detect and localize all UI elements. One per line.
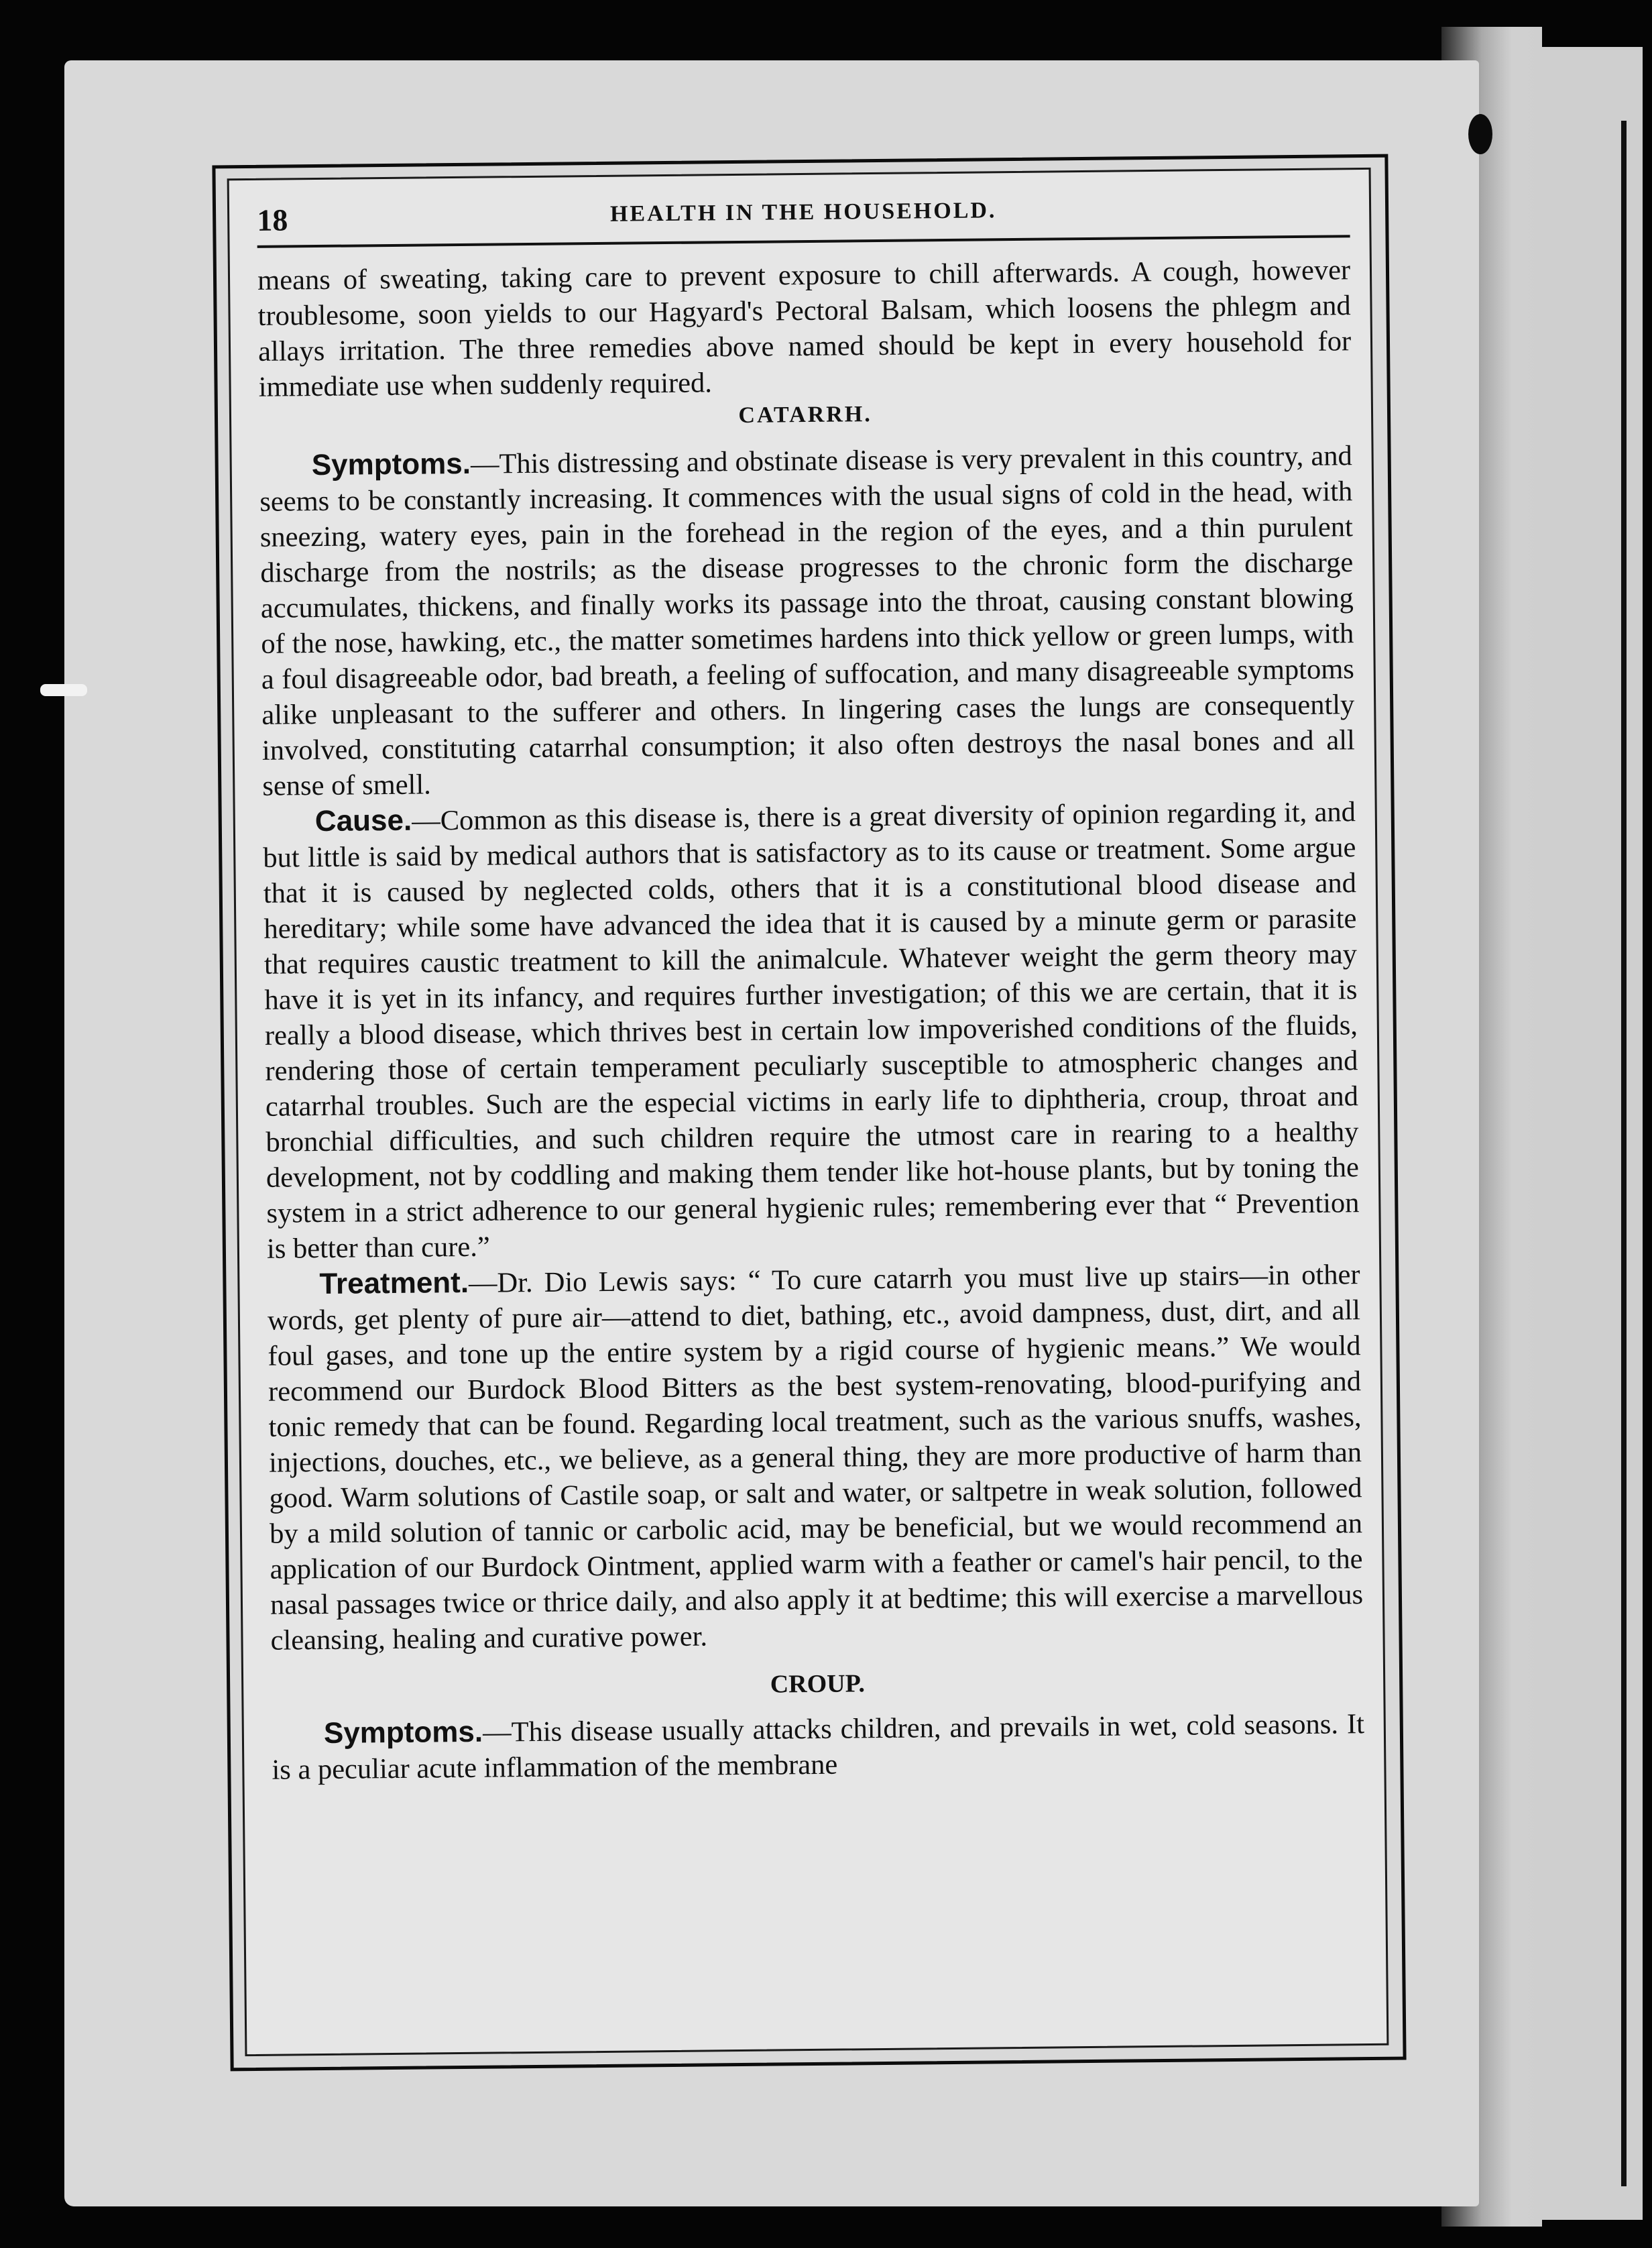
- catarrh-symptoms-text: —This distressing and obstinate disease is very prevalent in this country, and seems to be constantly increasing. It commences with the usual signs of cold in the head, with sneezing, watery eyes, pain in the forehead in the region of the eyes, and a thin purulent discharge from the nostrils; as the disease progresses to the chronic form the discharge accumulates, thickens, and finally works its passage into the throat, causing constant blowing of the nose, hawking, etc., the matter sometimes hardens into thick yellow or green lumps, with a foul disagreeable odor, bad breath, a feeling of suffocation, and many disagreeable symptoms alike unpleasant to the sufferer and others. In lingering cases the lungs are consequently involved, constituting catarrhal consumption; it also often destroys the nasal bones and all sense of smell.: [259, 440, 1356, 802]
- croup-heading: CROUP.: [770, 1669, 866, 1699]
- croup-symptoms-paragraph: [272, 1705, 1365, 1788]
- catarrh-symptoms-paragraph: [259, 437, 1356, 804]
- scan-speck: [40, 684, 87, 696]
- page-number: 18: [257, 203, 288, 237]
- croup-symptoms-text: —This disease usually attacks children, and prevails in wet, cold seasons. It is a peculiar acute inflammation of the membrane: [272, 1708, 1365, 1786]
- binding-mark: [1468, 114, 1492, 154]
- catarrh-symptoms-label: Symptoms.: [311, 447, 471, 482]
- running-head: [257, 174, 1350, 248]
- catarrh-treatment-text: —Dr. Dio Lewis says: “ To cure catarrh you must live up stairs—in other words, get plenty of pure air—attend to diet, bathing, etc., avoid dampness, dust, dirt, and all foul gases, and tone up the entire system by a rigid course of hygienic means.” We would recommend our Burdock Blood Bitters as the best system-renovating, blood-purifying and tonic remedy that can be found. Regarding local treatment, such as the various snuffs, washes, injections, douches, etc., we believe, as a general thing, they are more productive of harm than good. Warm solutions of Castile soap, or salt and water, or saltpetre in weak solution, followed by a mild solution of tannic or carbolic acid, may be beneficial, but we would recommend an application of our Burdock Ointment, applied warm with a feather or camel's hair pencil, to the nasal passages twice or thrice daily, and also apply it at bedtime; this will exercise a marvellous cleansing, healing and curative power.: [267, 1259, 1364, 1656]
- catarrh-treatment-paragraph: [267, 1256, 1364, 1659]
- catarrh-treatment-label: Treatment.: [319, 1266, 469, 1301]
- facing-page-border: [1621, 121, 1627, 2186]
- catarrh-cause-paragraph: [263, 793, 1360, 1267]
- catarrh-cause-text: —Common as this disease is, there is a great diversity of opinion regarding it, and but little is said by medical authors that is satisfactory as to its cause or treatment. Some argue that it is caused by neglected colds, others that it is a constitutional blood disease and hereditary; while some have advanced the idea that it is caused by a minute germ or parasite that requires caustic treatment to kill the animalcule. Whatever weight the germ theory may have it is yet in its infancy, and requires further investigation; of this we are certain, that it is really a blood disease, which thrives best in certain low impoverished conditions of the fluids, rendering those of certain temperament peculiarly susceptible to atmospheric changes and catarrhal troubles. Such are the especial victims in early life to diphtheria, croup, throat and bronchial difficulties, and such children require the utmost care in rearing to a healthy development, not by coddling and making them tender like hot-house plants, but by toning the system in a strict adherence to our general hygienic rules; remembering ever that “ Prevention is better than cure.”: [263, 796, 1360, 1265]
- catarrh-heading: CATARRH.: [738, 402, 872, 429]
- croup-symptoms-label: Symptoms.: [323, 1715, 483, 1750]
- page-content: [257, 174, 1367, 2036]
- running-title: HEALTH IN THE HOUSEHOLD.: [609, 198, 997, 227]
- facing-page-edge: [1542, 47, 1643, 2220]
- catarrh-cause-label: Cause.: [314, 803, 412, 838]
- opening-paragraph: means of sweating, taking care to prevent exposure to chill afterwards. A cough, however troublesome, soon yields to our Hagyard's Pectoral Balsam, which loosens the phlegm and allays irritation. The three remedies above named should be kept in every household for immediate use when suddenly required.: [257, 254, 1352, 403]
